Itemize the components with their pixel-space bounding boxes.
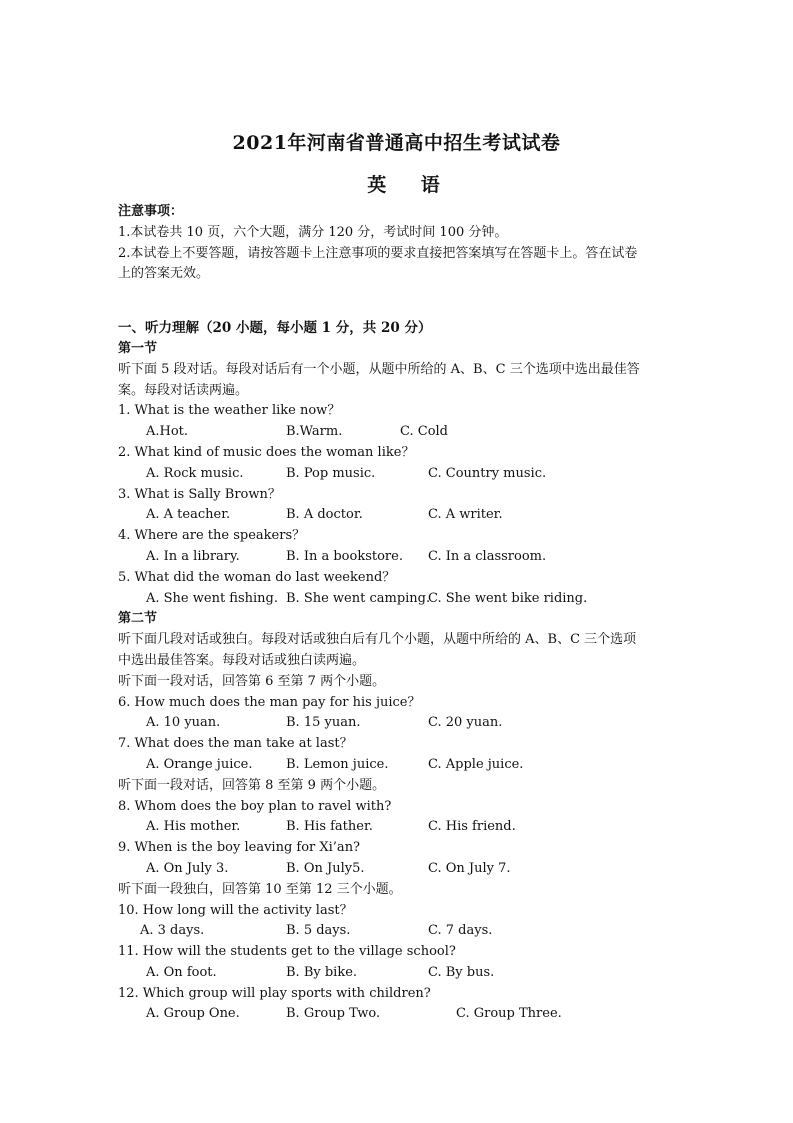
section1-instruction: 听下面 5 段对话。每段对话后有一个小题，从题中所给的 A、B、C 三个选项中选出最佳答 (118, 361, 640, 377)
question-5: 5. What did the woman do last weekend？ (118, 569, 396, 585)
options-12 (118, 1004, 678, 1025)
option-b: B. By bike. (286, 964, 358, 980)
option-a: A. On July 3. (146, 860, 229, 876)
option-c: C. His friend. (428, 819, 516, 835)
option-b: B. Pop music. (286, 465, 376, 481)
options-10 (118, 921, 678, 942)
option-b: B.Warm. (286, 424, 343, 440)
notes-heading: 注意事项： (118, 204, 184, 219)
options-3 (118, 505, 678, 526)
option-c: C. She went bike riding. (428, 590, 588, 606)
options-2 (118, 464, 678, 485)
group-instruction: 听下面一段对话，回答第 8 至第 9 两个小题。 (118, 777, 386, 793)
part1-heading: 一、听力理解（20 小题，每小题 1 分，共 20 分） (118, 320, 432, 337)
question-9: 9. When is the boy leaving for Xi’an? (118, 840, 361, 856)
section2-instruction: 中选出最佳答案。每段对话或独白读两遍。 (118, 652, 366, 668)
option-c: C. 20 yuan. (428, 715, 503, 731)
options-5 (118, 589, 678, 610)
section2-instruction: 听下面几段对话或独白。每段对话或独白后有几个小题，从题中所给的 A、B、C 三个选项 (118, 632, 637, 648)
option-a: A. 10 yuan. (146, 715, 221, 731)
options-6 (118, 713, 678, 734)
option-b: B. A doctor. (286, 507, 363, 523)
option-a: A. Orange juice. (146, 756, 253, 772)
option-a: A.Hot. (146, 424, 189, 440)
option-c: C. Cold (400, 424, 449, 440)
option-c: C. Country music. (428, 465, 547, 481)
question-3: 3. What is Sally Brown？ (118, 486, 281, 502)
options-7 (118, 755, 678, 776)
section1-label: 第一节 (118, 340, 158, 356)
exam-title: 2021年河南省普通高中招生考试试卷 (232, 132, 561, 154)
option-c: C. Apple juice. (428, 756, 524, 772)
option-c: C. 7 days. (428, 923, 493, 939)
subject-title: 英 语 (367, 174, 454, 196)
option-a: A. A teacher. (146, 507, 231, 523)
options-4 (118, 547, 678, 568)
question-4: 4. Where are the speakers？ (118, 528, 306, 544)
question-7: 7. What does the man take at last？ (118, 736, 353, 752)
question-10: 10. How long will the activity last？ (118, 902, 353, 918)
option-c: C. By bus. (428, 964, 495, 980)
option-a: A. Rock music. (146, 465, 244, 481)
options-9 (118, 859, 678, 880)
option-c: C. On July 7. (428, 860, 511, 876)
option-a: A. 3 days. (140, 923, 205, 939)
question-2: 2. What kind of music does the woman like？ (118, 444, 415, 460)
group-instruction: 听下面一段对话，回答第 6 至第 7 两个小题。 (118, 673, 386, 689)
option-a: A. His mother. (146, 819, 241, 835)
notes-item: 上的答案无效。 (118, 266, 210, 282)
option-a: A. On foot. (146, 964, 217, 980)
option-a: A. Group One. (146, 1006, 240, 1022)
option-b: B. On July5. (286, 860, 365, 876)
option-b: B. She went camping. (286, 590, 431, 606)
options-11 (118, 963, 678, 984)
question-11: 11. How will the students get to the village school? (118, 944, 456, 960)
option-b: B. 5 days. (286, 923, 351, 939)
option-a: A. She went fishing. (146, 590, 279, 606)
exam-body (118, 202, 678, 1025)
options-1 (118, 422, 678, 443)
option-b: B. Group Two. (286, 1006, 381, 1022)
question-8: 8. Whom does the boy plan to ravel with? (118, 798, 392, 814)
notes-item: 1.本试卷共 10 页，六个大题，满分 120 分，考试时间 100 分钟。 (118, 224, 508, 240)
option-c: C. A writer. (428, 507, 503, 523)
section1-instruction: 案。每段对话读两遍。 (118, 382, 249, 398)
option-c: C. Group Three. (456, 1006, 562, 1022)
question-6: 6. How much does the man pay for his juice？ (118, 694, 421, 710)
option-c: C. In a classroom. (428, 548, 547, 564)
option-b: B. In a bookstore. (286, 548, 403, 564)
spacer (118, 285, 678, 305)
option-b: B. 15 yuan. (286, 715, 361, 731)
option-a: A. In a library. (146, 548, 240, 564)
section2-label: 第二节 (118, 611, 158, 627)
group-instruction: 听下面一段独白，回答第 10 至第 12 三个小题。 (118, 881, 402, 897)
option-b: B. His father. (286, 819, 373, 835)
options-8 (118, 817, 678, 838)
question-12: 12. Which group will play sports with children? (118, 985, 431, 1001)
question-1: 1. What is the weather like now？ (118, 403, 341, 419)
notes-item: 2.本试卷上不要答题，请按答题卡上注意事项的要求直接把答案填写在答题卡上。答在试卷 (118, 245, 638, 261)
option-b: B. Lemon juice. (286, 756, 389, 772)
